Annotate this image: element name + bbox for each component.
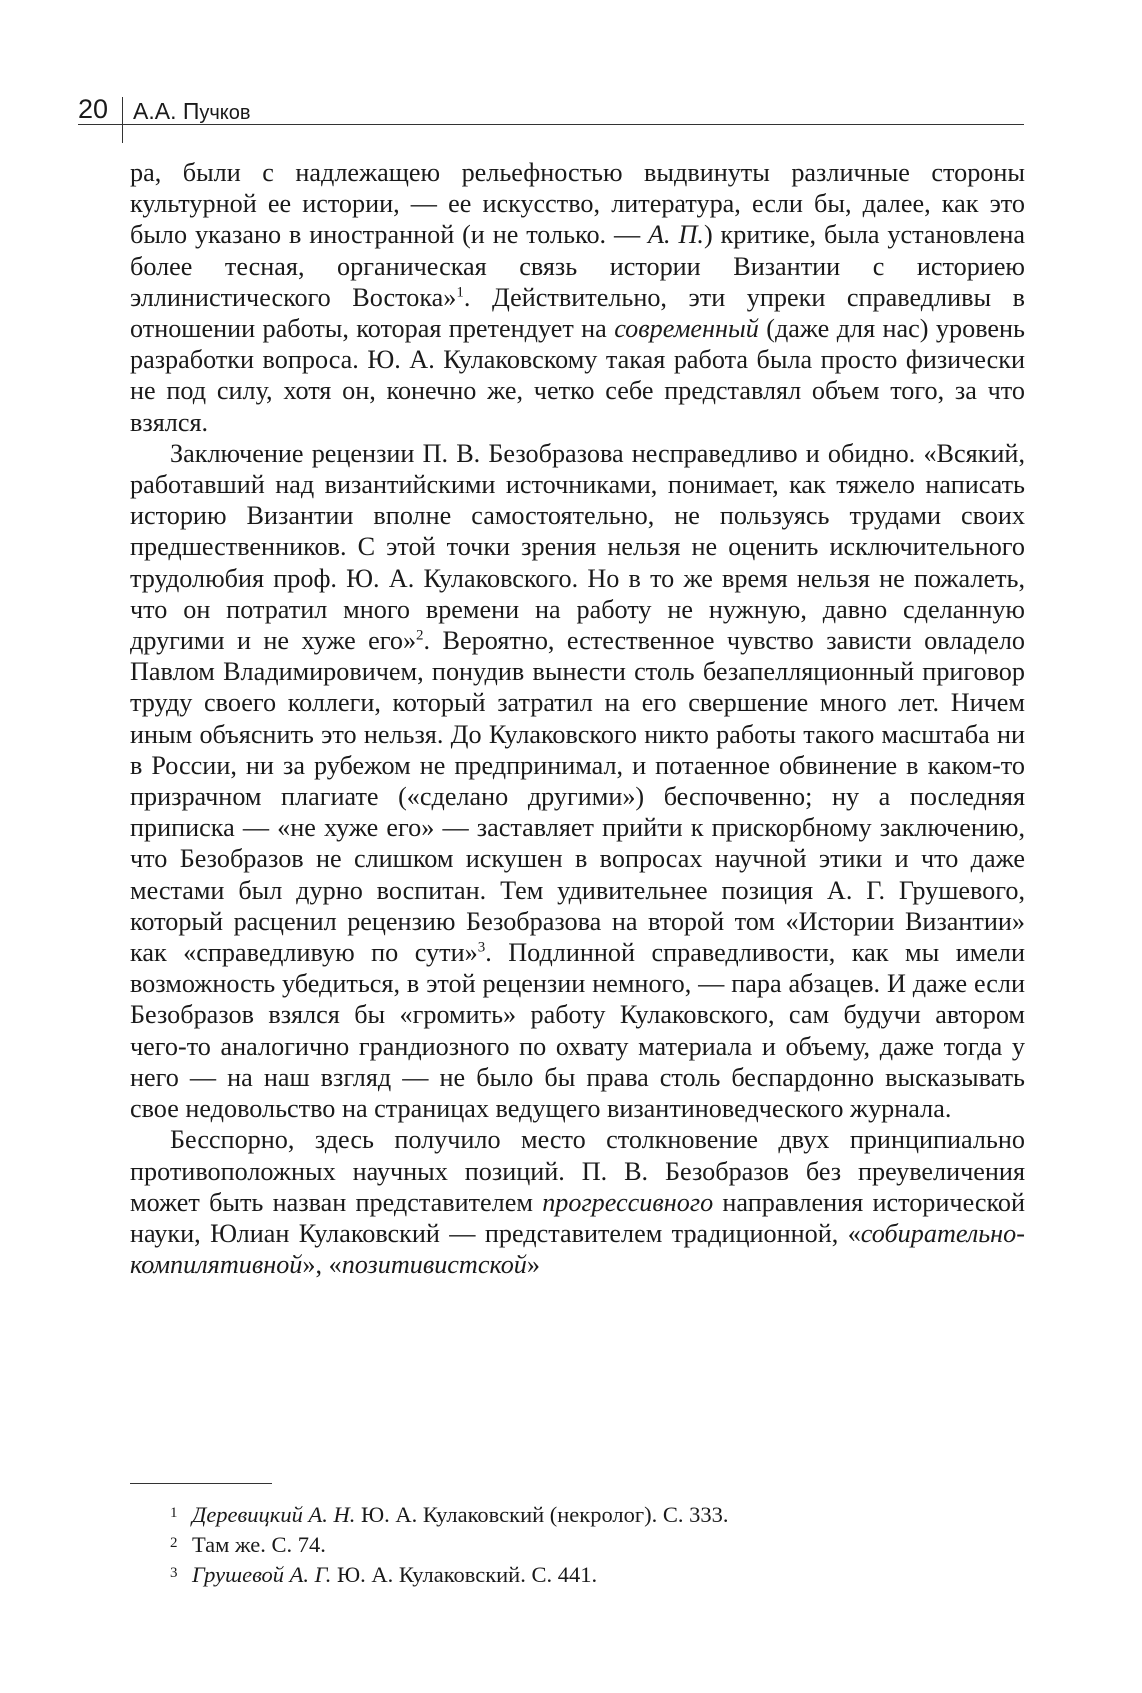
text-run: Заключение рецензии П. В. Безобразова несправедливо и обидно. «Всякий, работавший над византийскими источниками, понимает, как тяжело написать историю Византии вполне самостоятельно, не пользуясь трудами своих предшественников. С этой точки зрения нельзя не оценить исключительного трудолюбия проф. Ю. А. Кулаковского. Но в то же время нельзя не пожалеть, что он потратил много времени на работу не нужную, давно сделанную другими и не хуже его» xyxy=(130,438,1025,656)
text-run: » xyxy=(526,1250,540,1280)
footnote-1 xyxy=(170,1500,1030,1530)
italic-run: позитивистской xyxy=(341,1250,527,1280)
footnote-author: Деревицкий А. Н. xyxy=(192,1502,356,1527)
footnote-rule xyxy=(130,1483,272,1484)
italic-run: прогрессивного xyxy=(542,1187,714,1217)
footnote-text: Ю. А. Кулаковский. С. 441. xyxy=(331,1562,598,1587)
footnote-author: Грушевой А. Г. xyxy=(192,1562,332,1587)
footnote-3 xyxy=(170,1560,1030,1590)
author-surname-rest: учков xyxy=(199,102,251,124)
text-run: », « xyxy=(302,1250,342,1280)
text-run: . Действительно, эти упреки справедливы в отношении работы, которая претендует на xyxy=(130,282,1025,344)
text-run: (даже для нас) уровень разработки вопроса. Ю. А. Кулаковскому такая работа была просто физически не под силу, хотя он, конечно же, четко себе представлял объем того, за что взялся. xyxy=(130,314,1025,437)
text-run: ра, были с надлежащею рельефностью выдвинуты различные стороны культурной ее истории, — ее искусство, литература, если бы, далее, как это было указано в иностранной (и не только. — xyxy=(130,158,1025,250)
text-run: направления исторической науки, Юлиан Кулаковский — представителем традиционной, « xyxy=(130,1187,1025,1248)
paragraph-3 xyxy=(130,1124,1025,1280)
running-header xyxy=(0,0,1142,150)
footnote-number: 1 xyxy=(170,1505,178,1521)
paragraph-2 xyxy=(130,438,1025,1124)
header-rule xyxy=(78,124,1024,125)
footnote-text: Там же. С. 74. xyxy=(192,1532,326,1557)
italic-run: собирательно-компилятивной xyxy=(130,1218,1025,1280)
footnotes xyxy=(170,1500,1030,1590)
paragraph-1 xyxy=(130,157,1025,438)
footnote-ref-2[interactable]: 2 xyxy=(416,627,424,644)
footnote-ref-1[interactable]: 1 xyxy=(456,284,464,301)
footnote-ref-3[interactable]: 3 xyxy=(477,939,486,956)
text-run: . Подлинной справедливости, как мы имели возможность убедиться, в этой рецензии немного, — пара абзацев. И даже если Безобразов взялся бы «громить» работу Кулаковского, сам будучи автором чего-то аналогично грандиозного по охвату материала и объему, даже тогда у него — на наш взгляд — не было бы права столь беспардонно высказывать свое недовольство на страницах ведущего византиноведческого журнала. xyxy=(130,938,1025,1124)
header-divider-vertical xyxy=(122,97,123,143)
italic-run: А. П. xyxy=(648,220,704,250)
text-run: Бесспорно, здесь получило место столкновение двух принципиально противоположных научных позиций. П. В. Безобразов без преувеличения может быть назван представителем xyxy=(130,1125,1025,1217)
footnote-number: 3 xyxy=(170,1565,178,1581)
running-header-author xyxy=(133,97,251,127)
text-run: . Вероятно, естественное чувство зависти овладело Павлом Владимировичем, понудив вынести столь безапелляционный приговор труду своего коллеги, который затратил на его свершение много лет. Ничем иным объяснить это нельзя. До Кулаковского никто работы такого масштаба ни в России, ни за рубежом не предпринимал, и потаенное обвинение в каком-то призрачном плагиате («сделано другими») беспочвенно; ну а последняя приписка — «не хуже его» — заставляет прийти к прискорбному заключению, что Безобразов не слишком искушен в вопросах научной этики и что даже местами был дурно воспитан. Тем удивительнее позиция А. Г. Грушевого, который расценил рецензию Безобразова на второй том «Истории Византии» как «справедливую по сути» xyxy=(130,626,1025,968)
author-surname-initial: П xyxy=(182,98,200,124)
body-text xyxy=(130,157,1025,1280)
footnote-text: Ю. А. Кулаковский (некролог). С. 333. xyxy=(355,1502,729,1527)
author-initials: А.А. xyxy=(133,98,177,124)
page-number: 20 xyxy=(78,94,109,124)
text-run: ) критике, была установлена более тесная, органическая связь истории Византии с историею эллинистического Востока» xyxy=(130,220,1025,312)
footnote-number: 2 xyxy=(170,1535,178,1551)
italic-run: современный xyxy=(614,314,759,344)
footnote-2 xyxy=(170,1530,1030,1560)
